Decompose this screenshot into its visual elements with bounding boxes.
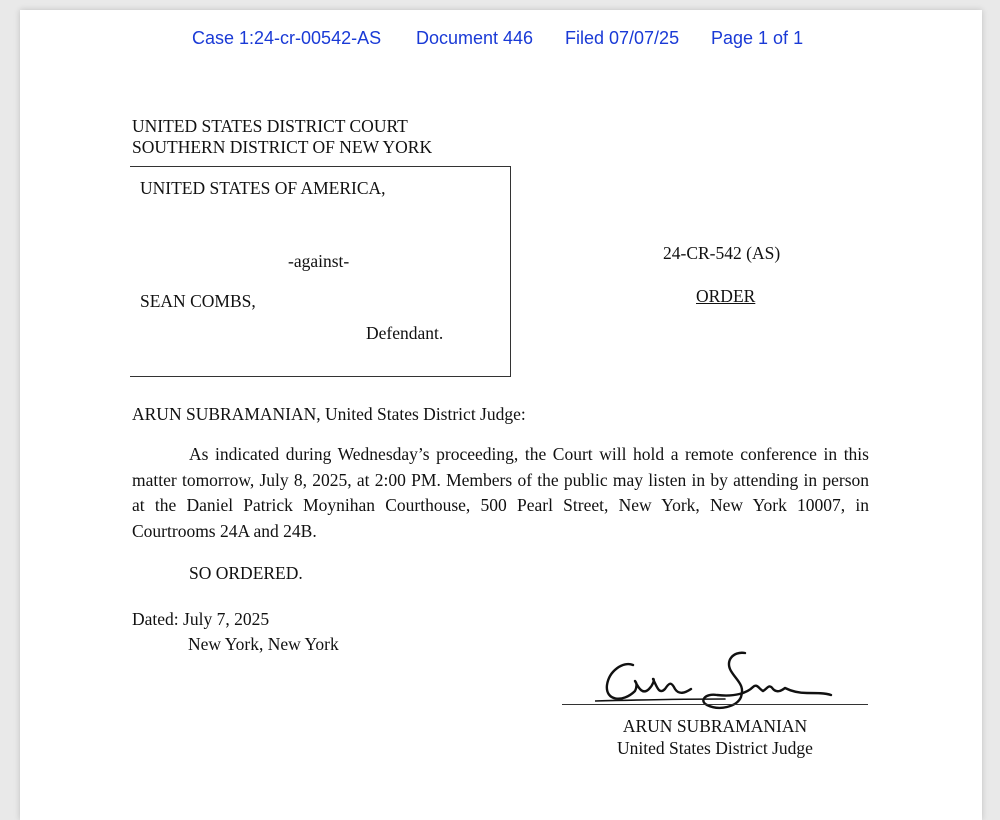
defendant-role: Defendant. bbox=[366, 323, 444, 343]
signer-name: ARUN SUBRAMANIAN bbox=[622, 716, 808, 736]
court-line-1: UNITED STATES DISTRICT COURT bbox=[132, 116, 408, 136]
filed-date: Filed 07/07/25 bbox=[565, 28, 680, 48]
order-body: As indicated during Wednesday’s proceeding, the Court will hold a remote conference in this matter tomorrow, July 8, 2025, at 2:00 PM. Members of the public may listen in by attending in person at the Daniel Patrick Moynihan Courthouse, 500 Pearl Street, New York, New York 10007, in Courtrooms 24A and 24B. bbox=[132, 444, 869, 541]
plaintiff: UNITED STATES OF AMERICA, bbox=[140, 178, 386, 198]
defendant-name: SEAN COMBS, bbox=[140, 291, 256, 311]
judge-intro: ARUN SUBRAMANIAN, United States District Judge: bbox=[132, 404, 526, 424]
case-caption-box bbox=[130, 166, 511, 377]
page-indicator: Page 1 of 1 bbox=[711, 28, 804, 48]
document-page bbox=[20, 10, 982, 820]
case-number: Case 1:24-cr-00542-AS bbox=[192, 28, 382, 48]
dated-line-2: New York, New York bbox=[188, 634, 339, 654]
docket-number: 24-CR-542 (AS) bbox=[663, 243, 781, 263]
versus-label: -against- bbox=[288, 251, 350, 271]
handwritten-signature bbox=[595, 643, 835, 713]
document-number: Document 446 bbox=[416, 28, 534, 48]
signature-line bbox=[562, 704, 868, 705]
dated-line-1: Dated: July 7, 2025 bbox=[132, 609, 270, 629]
court-line-2: SOUTHERN DISTRICT OF NEW YORK bbox=[132, 137, 433, 157]
document-title: ORDER bbox=[696, 286, 756, 306]
court-name bbox=[132, 116, 432, 158]
signer-title: United States District Judge bbox=[617, 738, 813, 758]
so-ordered: SO ORDERED. bbox=[189, 563, 303, 583]
dated-block bbox=[132, 607, 339, 657]
caption-top-rule bbox=[130, 166, 510, 167]
